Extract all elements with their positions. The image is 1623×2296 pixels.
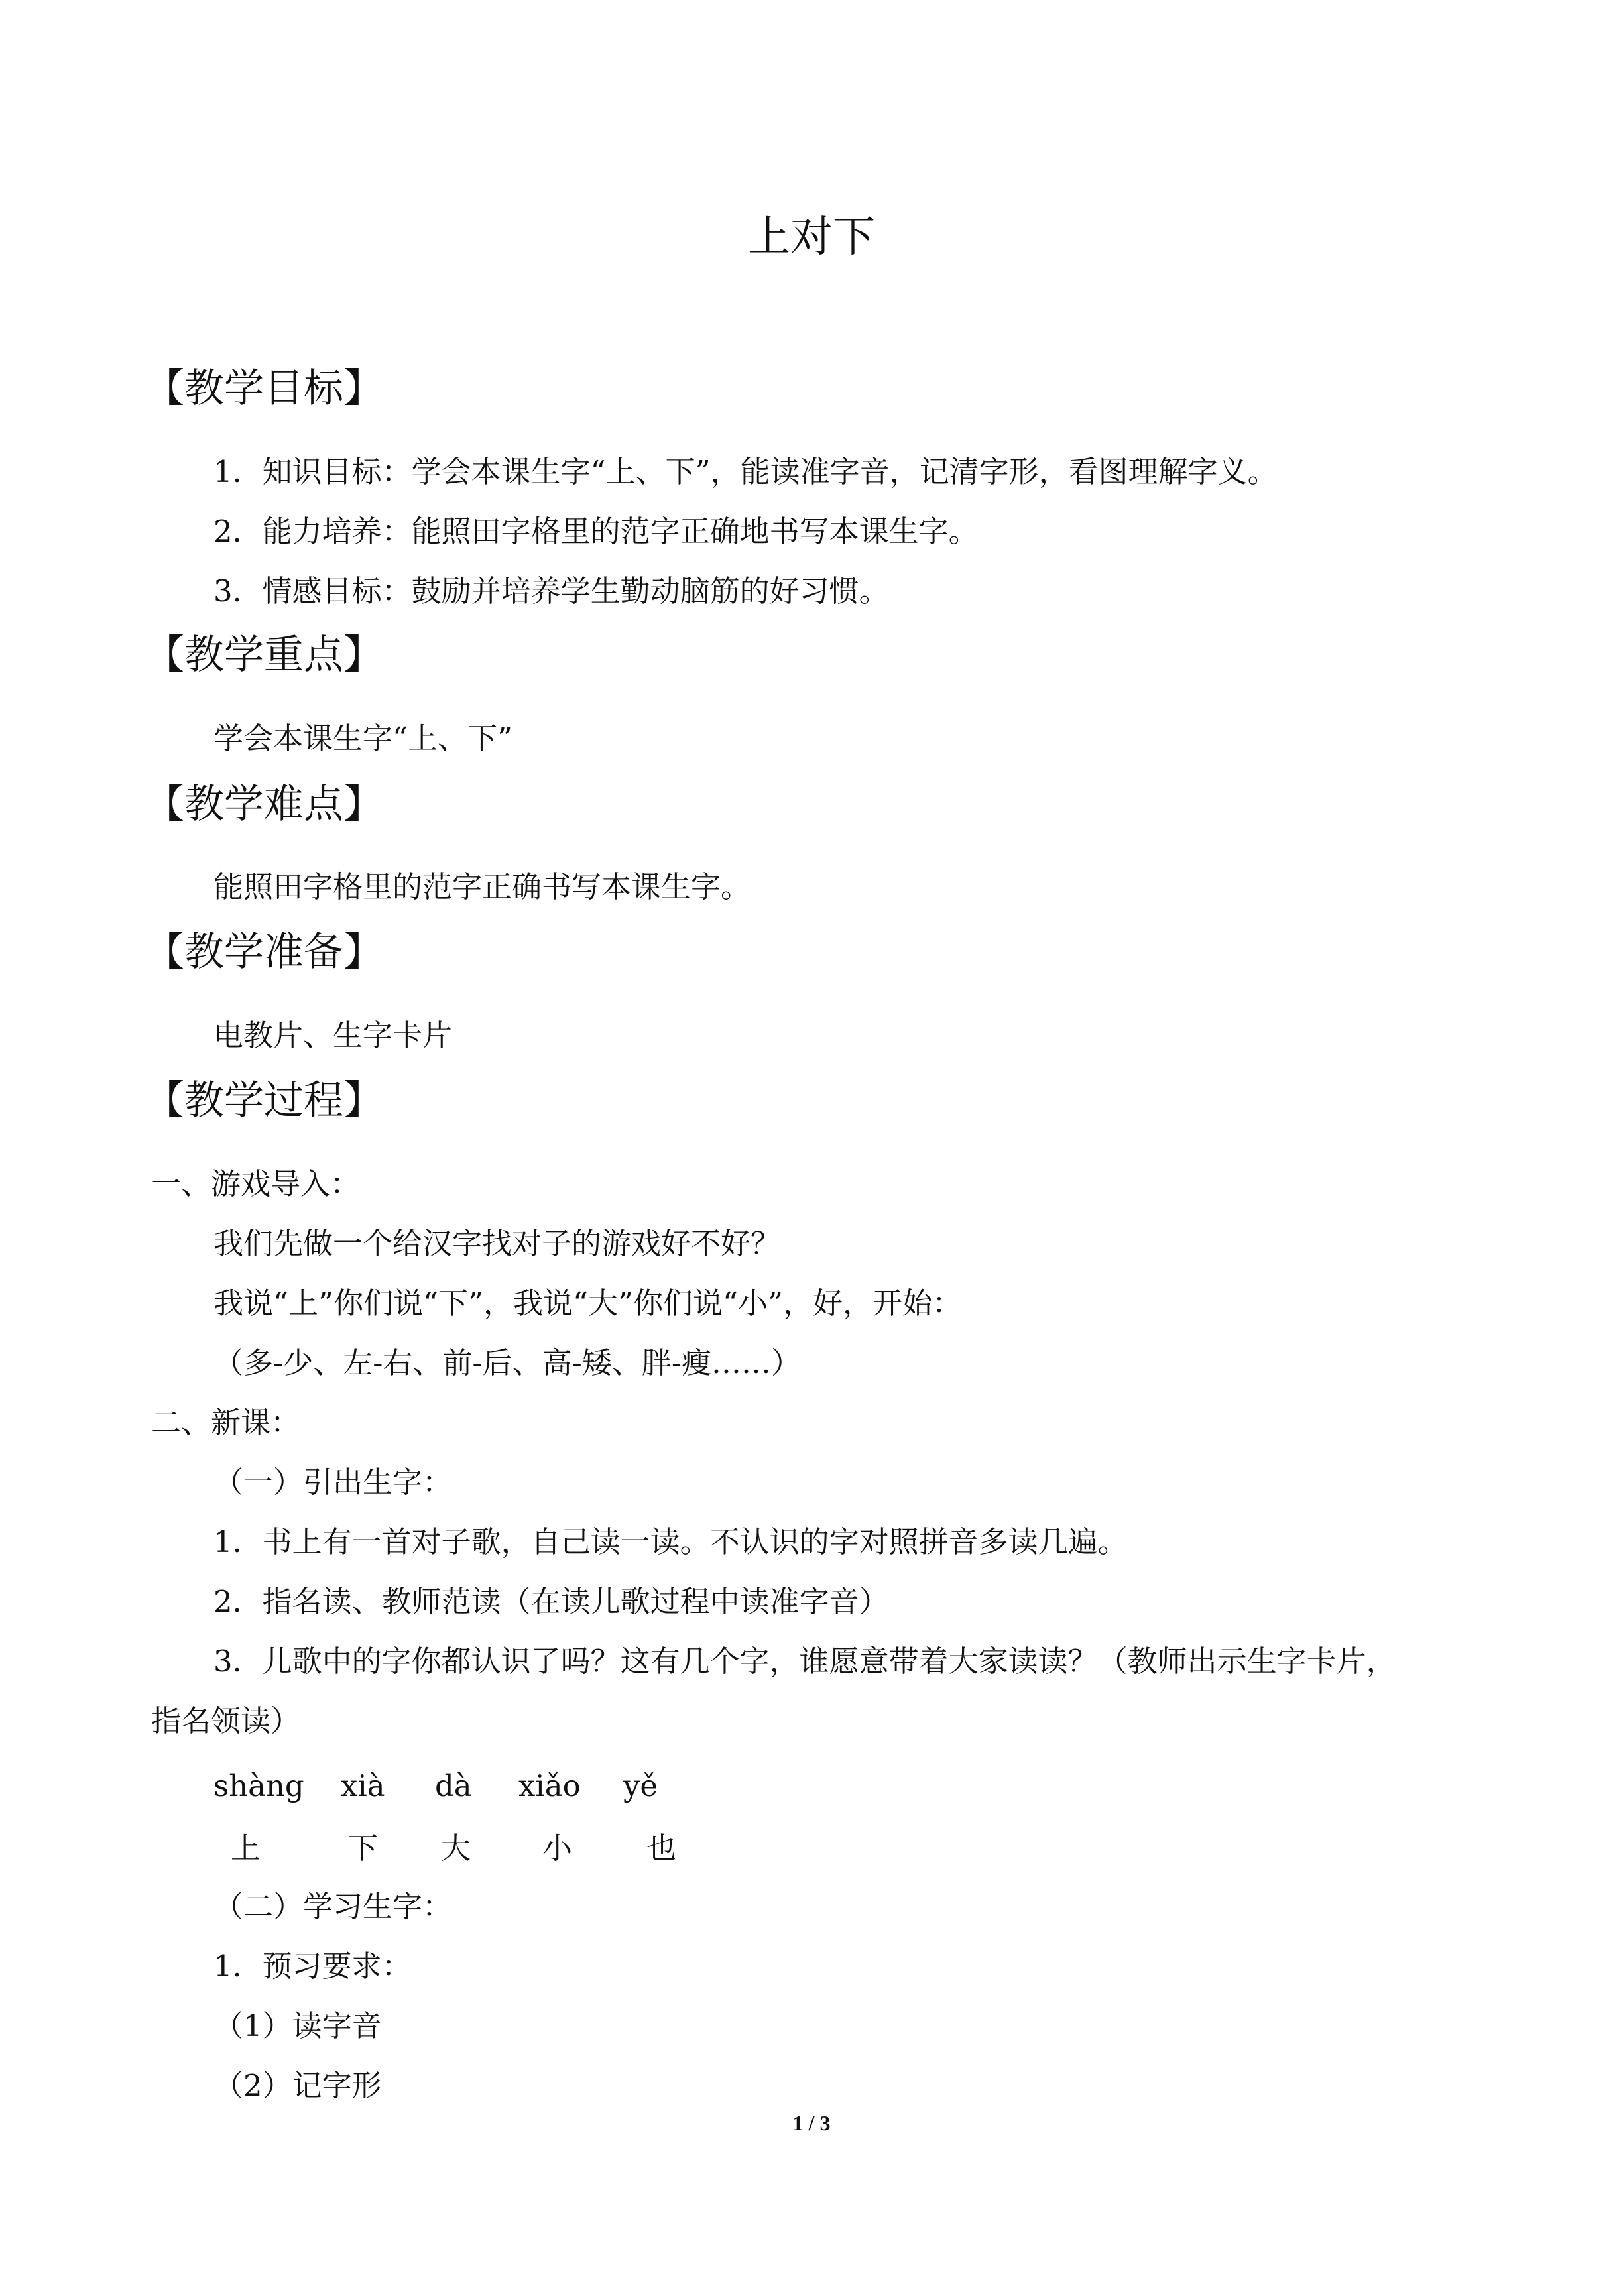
sub1-label: （一）引出生字： <box>213 1465 453 1500</box>
part1-line-1: 我们先做一个给汉字找对子的游戏好不好？ <box>213 1226 781 1261</box>
objective-item-1: 1．知识目标：学会本课生字“上、下”，能读准字音，记清字形，看图理解字义。 <box>213 454 1278 489</box>
heading-difficulties: 【教学难点】 <box>145 781 383 827</box>
heading-objectives: 【教学目标】 <box>145 365 383 412</box>
sub1-item-2: 2．指名读、教师范读（在读儿歌过程中读准字音） <box>213 1584 889 1619</box>
heading-process: 【教学过程】 <box>145 1077 383 1124</box>
sub2-label: （二）学习生字： <box>213 1889 453 1924</box>
sub2-line-1: 1．预习要求： <box>213 1949 412 1984</box>
pinyin-ye: yě <box>623 1768 658 1803</box>
pinyin-da: dà <box>435 1768 472 1803</box>
part2-label: 二、新课： <box>151 1405 301 1440</box>
sub2-line-3: （2）记字形 <box>213 2068 382 2103</box>
difficulties-text: 能照田字格里的范字正确书写本课生字。 <box>213 869 751 904</box>
sub1-item-1: 1．书上有一首对子歌，自己读一读。不认识的字对照拼音多读几遍。 <box>213 1524 1128 1559</box>
preparation-text: 电教片、生字卡片 <box>213 1018 453 1053</box>
objective-item-3: 3．情感目标：鼓励并培养学生勤动脑筋的好习惯。 <box>213 574 889 609</box>
pinyin-shang: shàng <box>213 1768 304 1803</box>
heading-preparation: 【教学准备】 <box>145 929 383 975</box>
page-number: 1 / 3 <box>792 2111 831 2135</box>
heading-key-points: 【教学重点】 <box>145 632 383 678</box>
page-title: 上对下 <box>748 213 875 262</box>
hanzi-shang: 上 <box>231 1831 261 1866</box>
hanzi-da: 大 <box>441 1831 471 1866</box>
sub1-item-3: 3．儿歌中的字你都认识了吗？这有几个字，谁愿意带着大家读读？（教师出示生字卡片， <box>213 1644 1396 1679</box>
hanzi-xiao: 小 <box>542 1831 573 1866</box>
sub2-line-2: （1）读字音 <box>213 2008 382 2043</box>
pinyin-xia: xià <box>341 1768 385 1803</box>
sub1-item-3-continued: 指名领读） <box>151 1703 301 1738</box>
objective-item-2: 2．能力培养：能照田字格里的范字正确地书写本课生字。 <box>213 514 979 549</box>
hanzi-xia: 下 <box>348 1831 379 1866</box>
part1-label: 一、游戏导入： <box>151 1166 361 1201</box>
part1-line-2: 我说“上”你们说“下”，我说“大”你们说“小”，好，开始： <box>213 1286 963 1321</box>
pinyin-xiao: xiǎo <box>518 1768 581 1803</box>
part1-line-3: （多-少、左-右、前-后、高-矮、胖-瘦……） <box>213 1345 802 1380</box>
hanzi-ye: 也 <box>646 1831 677 1866</box>
key-points-text: 学会本课生字“上、下” <box>213 721 513 756</box>
